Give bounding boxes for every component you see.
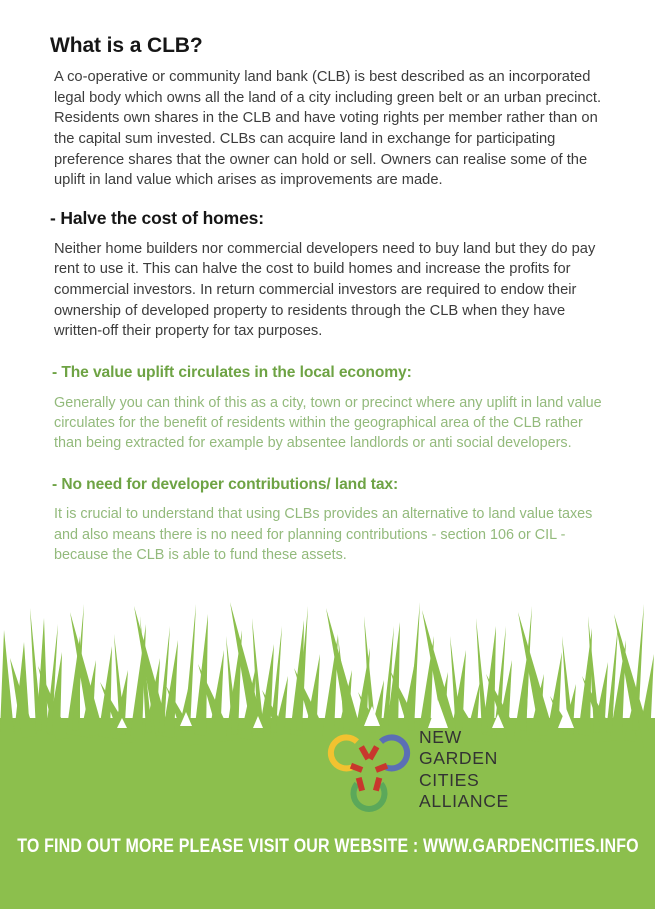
halve-cost-paragraph: Neither home builders nor commercial developers need to buy land but they do pay rent to use it. This can halve the cost to build homes and increase the profits for commercial investors. In return commercial investors are required to endow their ownership of developed property to residents through the CLB when they have written-off their property for tax purposes. — [54, 240, 596, 340]
logo-wordmark — [419, 727, 509, 813]
logo-line-2: GARDEN — [419, 748, 498, 768]
logo-line-3: CITIES — [419, 769, 480, 790]
logo-line-4: ALLIANCE — [419, 791, 509, 811]
page-title: What is a CLB? — [50, 34, 203, 57]
intro-paragraph: A co-operative or community land bank (CLB) is best described as an incorporated legal body which owns all the land of a city including green belt or an urban precinct. Residents own shares in the CLB and have voting rights per member rather than on the capital sum invested. CLBs can acquire land in exchange for participating preference shares that the owner can hold or sell. Owners can realise some of the uplift in land value which arises as improvements are made. — [54, 69, 602, 189]
no-need-paragraph: It is crucial to understand that using CLBs provides an alternative to land value taxes and also means there is no need for planning contributions - section 106 or CIL - because the CLB is able to fund these assets. — [54, 506, 593, 564]
trefoil-logo-icon — [326, 727, 412, 813]
organisation-logo — [326, 722, 526, 817]
value-uplift-paragraph: Generally you can think of this as a city, town or precinct where any uplift in land value circulates for the benefit of residents within the geographical area of the CLB rather than being extracted for example by absentee landlords or anti social developers. — [54, 394, 602, 452]
footer-bar — [0, 826, 655, 866]
section-heading-no-need-developer-contributions: - No need for developer contributions/ land tax: — [52, 475, 399, 493]
section-heading-value-uplift: - The value uplift circulates in the local economy: — [52, 363, 412, 381]
footer-website-callout[interactable]: TO FIND OUT MORE PLEASE VISIT OUR WEBSITE : WWW.GARDENCITIES.INFO — [16, 834, 639, 857]
logo-line-1: NEW — [419, 726, 462, 747]
section-heading-halve-cost: - Halve the cost of homes: — [50, 207, 264, 228]
